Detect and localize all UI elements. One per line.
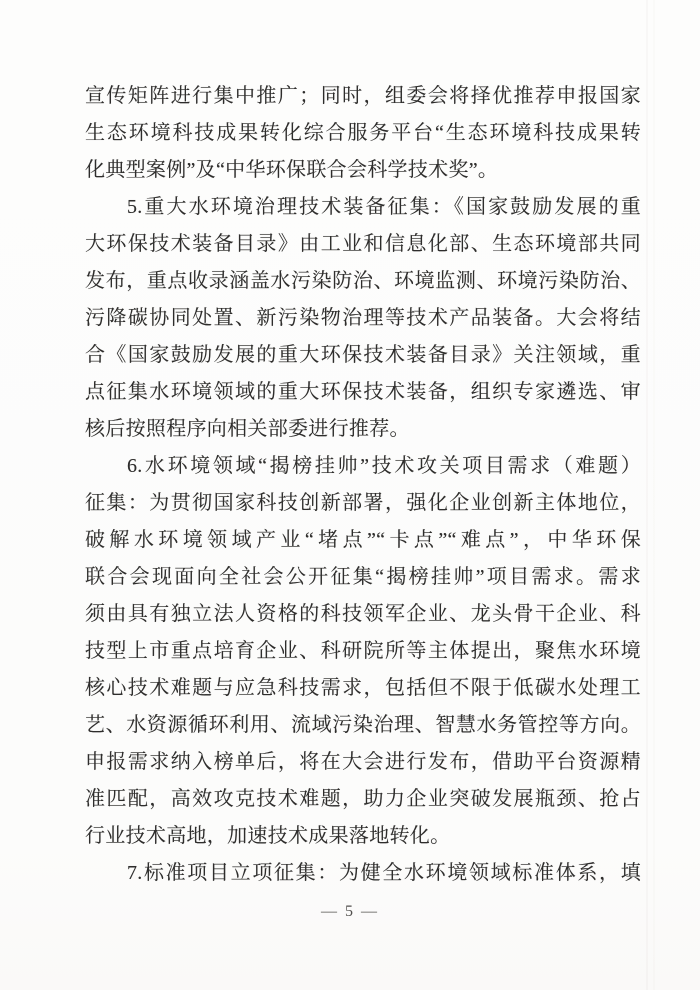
text-line: 技型上市重点培育企业、科研院所等主体提出，聚焦水环境 xyxy=(85,640,641,662)
text-line: 合《国家鼓励发展的重大环保技术装备目录》关注领域，重 xyxy=(85,344,641,366)
text-line: 核心技术难题与应急科技需求，包括但不限于低碳水处理工 xyxy=(85,677,641,699)
text-line: 生态环境科技成果转化综合服务平台“生态环境科技成果转 xyxy=(85,122,641,144)
text-line: 须由具有独立法人资格的科技领军企业、龙头骨干企业、科 xyxy=(85,603,641,625)
text-line: 化典型案例”及“中华环保联合会科学技术奖”。 xyxy=(85,159,499,181)
text-line-item-5-start: 5.重大水环境治理技术装备征集：《国家鼓励发展的重 xyxy=(127,196,641,218)
text-line: 联合会现面向全社会公开征集“揭榜挂帅”项目需求。需求 xyxy=(85,566,641,588)
text-line: 大环保技术装备目录》由工业和信息化部、生态环境部共同 xyxy=(85,233,641,255)
text-line: 宣传矩阵进行集中推广；同时，组委会将择优推荐申报国家 xyxy=(85,85,641,107)
text-line: 行业技术高地，加速技术成果落地转化。 xyxy=(85,825,451,847)
text-line: 发布，重点收录涵盖水污染防治、环境监测、环境污染防治、 xyxy=(85,270,641,292)
page-number: — 5 — xyxy=(321,903,379,920)
text-line: 点征集水环境领域的重大环保技术装备，组织专家遴选、审 xyxy=(85,381,641,403)
text-line: 准匹配，高效攻克技术难题，助力企业突破发展瓶颈、抢占 xyxy=(85,788,641,810)
text-line: 艺、水资源循环利用、流域污染治理、智慧水务管控等方向。 xyxy=(85,714,641,736)
text-line-item-7-start: 7.标准项目立项征集：为健全水环境领域标准体系，填 xyxy=(127,862,641,884)
text-line: 污降碳协同处置、新污染物治理等技术产品装备。大会将结 xyxy=(85,307,641,329)
text-line: 核后按照程序向相关部委进行推荐。 xyxy=(85,418,410,440)
scan-artifact-streak xyxy=(646,0,648,990)
text-line: 申报需求纳入榜单后，将在大会进行发布，借助平台资源精 xyxy=(85,751,641,773)
text-line-item-6-start: 6.水环境领域“揭榜挂帅”技术攻关项目需求（难题） xyxy=(127,455,641,477)
text-line: 破解水环境领域产业“堵点”“卡点”“难点”，中华环保 xyxy=(85,529,641,551)
document-body-text xyxy=(85,78,641,892)
text-line: 征集：为贯彻国家科技创新部署，强化企业创新主体地位， xyxy=(85,492,641,514)
scan-artifact-streak xyxy=(653,0,655,990)
